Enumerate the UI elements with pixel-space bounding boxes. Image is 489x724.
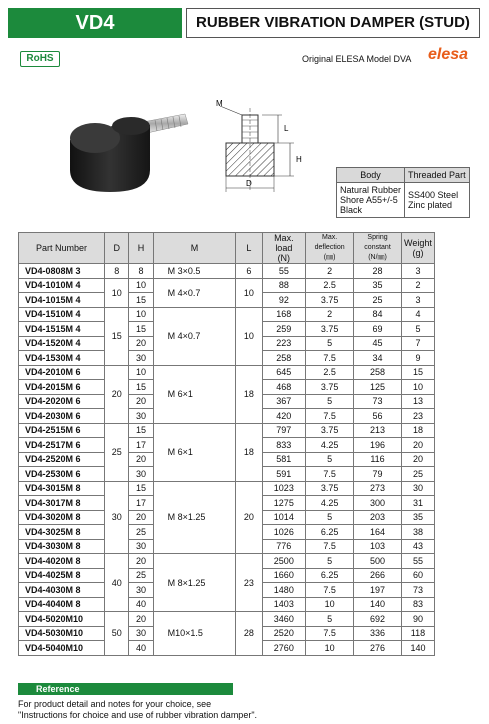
weight-cell: 83 bbox=[401, 597, 434, 612]
part-number-cell: VD4-1520M 4 bbox=[19, 336, 105, 351]
h-cell: 10 bbox=[129, 307, 153, 322]
l-cell: 10 bbox=[236, 278, 262, 307]
max-load-cell: 367 bbox=[262, 394, 306, 409]
product-code: VD4 bbox=[8, 8, 182, 38]
table-row bbox=[19, 481, 435, 496]
spring-constant-cell: 79 bbox=[354, 467, 402, 482]
weight-cell: 3 bbox=[401, 293, 434, 308]
part-number-cell: VD4-3025M 8 bbox=[19, 525, 105, 540]
spring-constant-cell: 336 bbox=[354, 626, 402, 641]
d-dim-label: D bbox=[246, 179, 252, 188]
h-cell: 17 bbox=[129, 438, 153, 453]
h-cell: 20 bbox=[129, 510, 153, 525]
max-load-cell: 88 bbox=[262, 278, 306, 293]
col-h: H bbox=[129, 233, 153, 264]
max-load-cell: 2500 bbox=[262, 554, 306, 569]
d-cell: 10 bbox=[105, 278, 129, 307]
col-max-deflection: Max. deflection (㎜) bbox=[306, 233, 354, 264]
spring-constant-cell: 500 bbox=[354, 554, 402, 569]
max-load-cell: 3460 bbox=[262, 612, 306, 627]
max-deflection-cell: 5 bbox=[306, 510, 354, 525]
spring-constant-cell: 258 bbox=[354, 365, 402, 380]
weight-cell: 118 bbox=[401, 626, 434, 641]
spring-constant-cell: 140 bbox=[354, 597, 402, 612]
h-cell: 30 bbox=[129, 583, 153, 598]
l-cell: 28 bbox=[236, 612, 262, 656]
m-cell: M 4×0.7 bbox=[153, 307, 236, 365]
material-table bbox=[336, 167, 470, 218]
part-number-cell: VD4-5030M10 bbox=[19, 626, 105, 641]
spring-constant-cell: 116 bbox=[354, 452, 402, 467]
reference-heading: Reference bbox=[18, 683, 233, 695]
max-load-cell: 1275 bbox=[262, 496, 306, 511]
max-load-cell: 1480 bbox=[262, 583, 306, 598]
max-load-cell: 1403 bbox=[262, 597, 306, 612]
weight-cell: 31 bbox=[401, 496, 434, 511]
h-cell: 20 bbox=[129, 452, 153, 467]
d-cell: 15 bbox=[105, 307, 129, 365]
weight-cell: 3 bbox=[401, 264, 434, 279]
max-deflection-cell: 5 bbox=[306, 394, 354, 409]
weight-cell: 38 bbox=[401, 525, 434, 540]
weight-cell: 10 bbox=[401, 380, 434, 395]
l-cell: 10 bbox=[236, 307, 262, 365]
part-number-cell: VD4-1010M 4 bbox=[19, 278, 105, 293]
h-cell: 15 bbox=[129, 322, 153, 337]
max-deflection-cell: 3.75 bbox=[306, 380, 354, 395]
h-cell: 15 bbox=[129, 380, 153, 395]
h-cell: 20 bbox=[129, 554, 153, 569]
part-number-cell: VD4-5020M10 bbox=[19, 612, 105, 627]
part-number-cell: VD4-2030M 6 bbox=[19, 409, 105, 424]
spring-constant-cell: 213 bbox=[354, 423, 402, 438]
spring-constant-cell: 103 bbox=[354, 539, 402, 554]
h-cell: 25 bbox=[129, 568, 153, 583]
weight-cell: 5 bbox=[401, 322, 434, 337]
spring-constant-cell: 35 bbox=[354, 278, 402, 293]
max-load-cell: 776 bbox=[262, 539, 306, 554]
part-number-cell: VD4-3015M 8 bbox=[19, 481, 105, 496]
max-load-cell: 645 bbox=[262, 365, 306, 380]
max-load-cell: 581 bbox=[262, 452, 306, 467]
max-load-cell: 223 bbox=[262, 336, 306, 351]
h-cell: 40 bbox=[129, 597, 153, 612]
max-deflection-cell: 7.5 bbox=[306, 467, 354, 482]
h-cell: 15 bbox=[129, 481, 153, 496]
weight-cell: 4 bbox=[401, 307, 434, 322]
max-load-cell: 55 bbox=[262, 264, 306, 279]
max-deflection-cell: 2.5 bbox=[306, 365, 354, 380]
weight-cell: 23 bbox=[401, 409, 434, 424]
col-weight: Weight (g) bbox=[401, 233, 434, 264]
page-title: RUBBER VIBRATION DAMPER (STUD) bbox=[186, 8, 480, 38]
d-cell: 40 bbox=[105, 554, 129, 612]
table-row bbox=[19, 612, 435, 627]
spring-constant-cell: 164 bbox=[354, 525, 402, 540]
l-dim-label: L bbox=[284, 124, 289, 133]
spring-constant-cell: 28 bbox=[354, 264, 402, 279]
max-deflection-cell: 4.25 bbox=[306, 496, 354, 511]
part-number-cell: VD4-2015M 6 bbox=[19, 380, 105, 395]
max-load-cell: 1026 bbox=[262, 525, 306, 540]
m-cell: M 3×0.5 bbox=[153, 264, 236, 279]
h-cell: 30 bbox=[129, 351, 153, 366]
part-number-cell: VD4-5040M10 bbox=[19, 641, 105, 656]
h-cell: 25 bbox=[129, 525, 153, 540]
spring-constant-cell: 300 bbox=[354, 496, 402, 511]
part-number-cell: VD4-3030M 8 bbox=[19, 539, 105, 554]
m-dim-label: M bbox=[216, 100, 223, 108]
h-cell: 20 bbox=[129, 612, 153, 627]
max-deflection-cell: 3.75 bbox=[306, 423, 354, 438]
spring-constant-cell: 197 bbox=[354, 583, 402, 598]
part-number-cell: VD4-1530M 4 bbox=[19, 351, 105, 366]
spring-constant-cell: 125 bbox=[354, 380, 402, 395]
weight-cell: 13 bbox=[401, 394, 434, 409]
max-load-cell: 2520 bbox=[262, 626, 306, 641]
rohs-badge: RoHS bbox=[20, 51, 60, 67]
l-cell: 18 bbox=[236, 423, 262, 481]
material-thread: SS400 Steel Zinc plated bbox=[405, 183, 470, 218]
weight-cell: 90 bbox=[401, 612, 434, 627]
part-number-cell: VD4-4040M 8 bbox=[19, 597, 105, 612]
max-load-cell: 258 bbox=[262, 351, 306, 366]
part-number-cell: VD4-2020M 6 bbox=[19, 394, 105, 409]
spring-constant-cell: 84 bbox=[354, 307, 402, 322]
max-load-cell: 420 bbox=[262, 409, 306, 424]
table-row bbox=[19, 365, 435, 380]
weight-cell: 140 bbox=[401, 641, 434, 656]
max-deflection-cell: 3.75 bbox=[306, 293, 354, 308]
weight-cell: 20 bbox=[401, 452, 434, 467]
l-cell: 23 bbox=[236, 554, 262, 612]
m-cell: M 8×1.25 bbox=[153, 554, 236, 612]
col-l: L bbox=[236, 233, 262, 264]
h-cell: 8 bbox=[129, 264, 153, 279]
d-cell: 8 bbox=[105, 264, 129, 279]
max-deflection-cell: 2 bbox=[306, 307, 354, 322]
spring-constant-cell: 196 bbox=[354, 438, 402, 453]
spring-constant-cell: 56 bbox=[354, 409, 402, 424]
part-number-cell: VD4-4020M 8 bbox=[19, 554, 105, 569]
spring-constant-cell: 266 bbox=[354, 568, 402, 583]
max-deflection-cell: 5 bbox=[306, 612, 354, 627]
max-load-cell: 92 bbox=[262, 293, 306, 308]
table-row bbox=[19, 307, 435, 322]
l-cell: 6 bbox=[236, 264, 262, 279]
max-load-cell: 833 bbox=[262, 438, 306, 453]
max-deflection-cell: 7.5 bbox=[306, 583, 354, 598]
max-deflection-cell: 7.5 bbox=[306, 539, 354, 554]
table-row bbox=[19, 278, 435, 293]
material-header-body: Body bbox=[337, 168, 405, 183]
l-cell: 18 bbox=[236, 365, 262, 423]
weight-cell: 60 bbox=[401, 568, 434, 583]
weight-cell: 20 bbox=[401, 438, 434, 453]
max-load-cell: 591 bbox=[262, 467, 306, 482]
spring-constant-cell: 692 bbox=[354, 612, 402, 627]
weight-cell: 7 bbox=[401, 336, 434, 351]
material-header-thread: Threaded Part bbox=[405, 168, 470, 183]
max-load-cell: 468 bbox=[262, 380, 306, 395]
part-number-cell: VD4-0808M 3 bbox=[19, 264, 105, 279]
part-number-cell: VD4-1510M 4 bbox=[19, 307, 105, 322]
spring-constant-cell: 73 bbox=[354, 394, 402, 409]
material-body: Natural Rubber Shore A55+/-5 Black bbox=[337, 183, 405, 218]
max-load-cell: 2760 bbox=[262, 641, 306, 656]
d-cell: 30 bbox=[105, 481, 129, 554]
table-row bbox=[19, 423, 435, 438]
h-cell: 20 bbox=[129, 394, 153, 409]
max-deflection-cell: 2 bbox=[306, 264, 354, 279]
part-number-cell: VD4-2010M 6 bbox=[19, 365, 105, 380]
spring-constant-cell: 34 bbox=[354, 351, 402, 366]
max-deflection-cell: 2.5 bbox=[306, 278, 354, 293]
table-row bbox=[19, 554, 435, 569]
max-load-cell: 168 bbox=[262, 307, 306, 322]
h-cell: 40 bbox=[129, 641, 153, 656]
brand-logo: elesa bbox=[428, 46, 469, 63]
part-number-cell: VD4-2517M 6 bbox=[19, 438, 105, 453]
max-deflection-cell: 3.75 bbox=[306, 322, 354, 337]
spring-constant-cell: 276 bbox=[354, 641, 402, 656]
max-deflection-cell: 10 bbox=[306, 597, 354, 612]
max-deflection-cell: 7.5 bbox=[306, 626, 354, 641]
max-deflection-cell: 7.5 bbox=[306, 409, 354, 424]
h-cell: 10 bbox=[129, 365, 153, 380]
max-deflection-cell: 6.25 bbox=[306, 525, 354, 540]
original-model-note: Original ELESA Model DVA bbox=[302, 54, 412, 64]
part-number-cell: VD4-4030M 8 bbox=[19, 583, 105, 598]
table-row bbox=[19, 264, 435, 279]
h-cell: 30 bbox=[129, 409, 153, 424]
col-m: M bbox=[153, 233, 236, 264]
m-cell: M 6×1 bbox=[153, 365, 236, 423]
weight-cell: 25 bbox=[401, 467, 434, 482]
h-cell: 17 bbox=[129, 496, 153, 511]
max-deflection-cell: 5 bbox=[306, 554, 354, 569]
reference-note: For product detail and notes for your choice, see "Instructions for choice and use of rubber vibration damper". bbox=[18, 699, 258, 720]
spec-table bbox=[18, 232, 435, 656]
max-load-cell: 1660 bbox=[262, 568, 306, 583]
spring-constant-cell: 203 bbox=[354, 510, 402, 525]
part-number-cell: VD4-2520M 6 bbox=[19, 452, 105, 467]
weight-cell: 30 bbox=[401, 481, 434, 496]
m-cell: M 4×0.7 bbox=[153, 278, 236, 307]
m-cell: M 8×1.25 bbox=[153, 481, 236, 554]
d-cell: 25 bbox=[105, 423, 129, 481]
max-load-cell: 797 bbox=[262, 423, 306, 438]
h-cell: 15 bbox=[129, 423, 153, 438]
spring-constant-cell: 273 bbox=[354, 481, 402, 496]
spring-constant-cell: 45 bbox=[354, 336, 402, 351]
product-photo bbox=[55, 100, 205, 200]
part-number-cell: VD4-2515M 6 bbox=[19, 423, 105, 438]
h-dim-label: H bbox=[296, 155, 302, 164]
m-cell: M 6×1 bbox=[153, 423, 236, 481]
max-load-cell: 1023 bbox=[262, 481, 306, 496]
spring-constant-cell: 25 bbox=[354, 293, 402, 308]
part-number-cell: VD4-3020M 8 bbox=[19, 510, 105, 525]
h-cell: 30 bbox=[129, 626, 153, 641]
weight-cell: 18 bbox=[401, 423, 434, 438]
d-cell: 50 bbox=[105, 612, 129, 656]
max-deflection-cell: 7.5 bbox=[306, 351, 354, 366]
max-deflection-cell: 4.25 bbox=[306, 438, 354, 453]
max-deflection-cell: 5 bbox=[306, 336, 354, 351]
weight-cell: 2 bbox=[401, 278, 434, 293]
h-cell: 20 bbox=[129, 336, 153, 351]
part-number-cell: VD4-1015M 4 bbox=[19, 293, 105, 308]
col-spring-constant: Spring constant (N/㎜) bbox=[354, 233, 402, 264]
h-cell: 15 bbox=[129, 293, 153, 308]
col-part-number: Part Number bbox=[19, 233, 105, 264]
m-cell: M10×1.5 bbox=[153, 612, 236, 656]
max-deflection-cell: 3.75 bbox=[306, 481, 354, 496]
l-cell: 20 bbox=[236, 481, 262, 554]
dimension-drawing bbox=[212, 100, 312, 200]
spring-constant-cell: 69 bbox=[354, 322, 402, 337]
part-number-cell: VD4-1515M 4 bbox=[19, 322, 105, 337]
max-load-cell: 1014 bbox=[262, 510, 306, 525]
weight-cell: 73 bbox=[401, 583, 434, 598]
h-cell: 30 bbox=[129, 467, 153, 482]
part-number-cell: VD4-2530M 6 bbox=[19, 467, 105, 482]
weight-cell: 55 bbox=[401, 554, 434, 569]
d-cell: 20 bbox=[105, 365, 129, 423]
max-deflection-cell: 5 bbox=[306, 452, 354, 467]
col-max-load: Max. load (N) bbox=[262, 233, 306, 264]
weight-cell: 9 bbox=[401, 351, 434, 366]
part-number-cell: VD4-3017M 8 bbox=[19, 496, 105, 511]
max-load-cell: 259 bbox=[262, 322, 306, 337]
weight-cell: 15 bbox=[401, 365, 434, 380]
part-number-cell: VD4-4025M 8 bbox=[19, 568, 105, 583]
weight-cell: 35 bbox=[401, 510, 434, 525]
max-deflection-cell: 6.25 bbox=[306, 568, 354, 583]
h-cell: 30 bbox=[129, 539, 153, 554]
max-deflection-cell: 10 bbox=[306, 641, 354, 656]
h-cell: 10 bbox=[129, 278, 153, 293]
col-d: D bbox=[105, 233, 129, 264]
weight-cell: 43 bbox=[401, 539, 434, 554]
